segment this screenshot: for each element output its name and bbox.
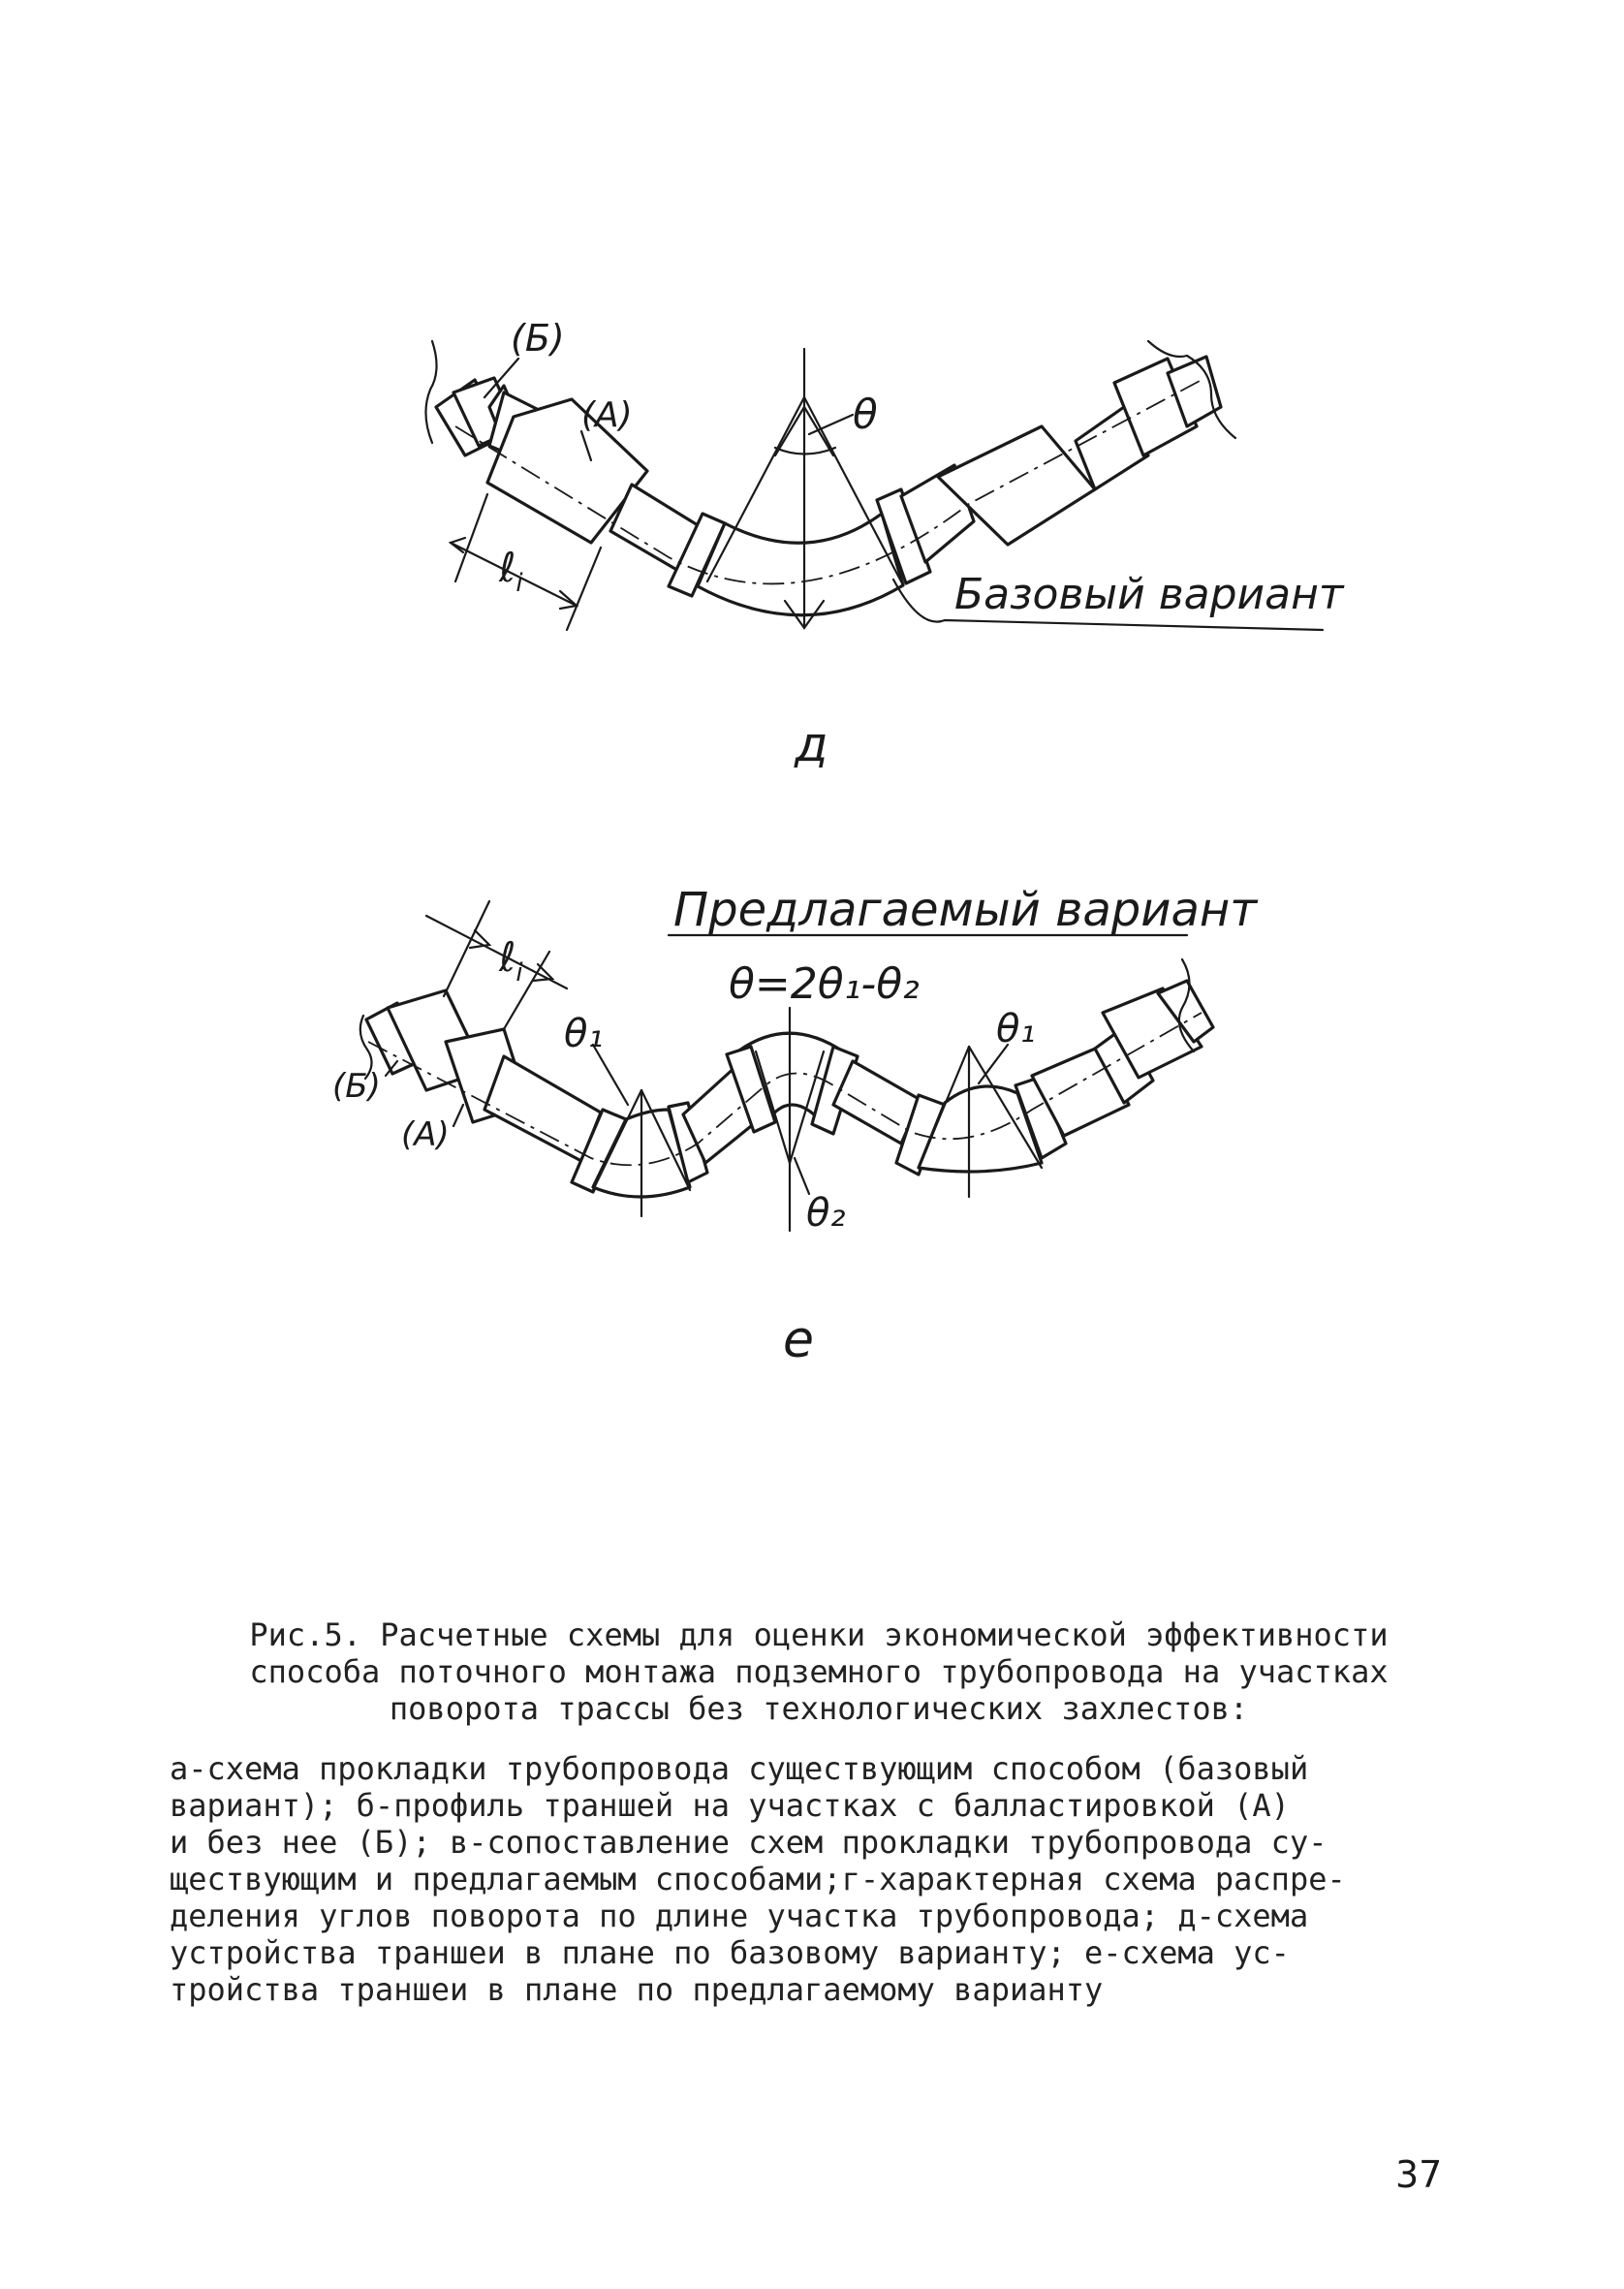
label-theta1-left-e: θ₁	[564, 1012, 604, 1056]
caption-body-line: вариант); б-профиль траншей на участках с балластировкой (А)	[170, 1787, 1290, 1824]
caption-title-line: поворота трассы без технологических захлестов:	[389, 1690, 1249, 1727]
label-a-d: (А)	[581, 395, 633, 435]
dimension-arrow-d-left	[451, 538, 465, 552]
page-number: 37	[1395, 2153, 1443, 2196]
caption-body-line: тройства траншеи в плане по предлагаемому варианту	[170, 1971, 1104, 2008]
label-li-e: ℓ$_i$	[499, 933, 523, 988]
dimension-line-d-ext1	[455, 494, 487, 581]
label-a-e: (А)	[401, 1115, 450, 1154]
panel-letter-d: д	[795, 716, 828, 772]
angle-ray-d-inner-right	[804, 407, 833, 455]
figure-caption	[170, 1616, 1468, 2008]
figure-e	[332, 883, 1259, 1369]
dimension-line-e	[426, 916, 567, 988]
label-li-d: ℓ$_i$	[499, 544, 523, 598]
label-theta2-e: θ₂	[806, 1191, 846, 1236]
dimension-line-d-ext2	[567, 548, 601, 630]
label-theta1-right-e: θ₁	[996, 1007, 1036, 1051]
caption-body-line: деления углов поворота по длине участка трубопровода; д-схема	[170, 1897, 1309, 1934]
break-line-left-d	[425, 341, 436, 443]
variant-label-d: Базовый вариант	[954, 570, 1344, 619]
pipe-segment-e-2	[484, 1056, 601, 1161]
figure-d	[425, 317, 1344, 772]
leader-a-e	[453, 1105, 463, 1126]
label-b-d: (Б)	[511, 317, 565, 360]
caption-body-line: и без нее (Б); в-сопоставление схем прокладки трубопровода су-	[170, 1824, 1327, 1861]
variant-label-e: Предлагаемый вариант	[673, 883, 1258, 937]
caption-body-line: устройства траншеи в плане по базовому варианту; е-схема ус-	[170, 1934, 1290, 1971]
caption-body-line: а-схема прокладки трубопровода существующим способом (базовый	[170, 1750, 1309, 1787]
caption-title	[170, 1616, 1468, 1727]
caption-body	[170, 1750, 1468, 2008]
caption-body-line: ществующим и предлагаемым способами;г-характерная схема распре-	[170, 1861, 1346, 1897]
caption-title-line: Рис.5. Расчетные схемы для оценки экономической эффективности	[249, 1616, 1389, 1653]
angle-ray-d-inner-left	[775, 407, 804, 455]
formula-e: θ=2θ₁-θ₂	[729, 959, 920, 1009]
dimension-line-e-ext1	[444, 901, 489, 996]
label-b-e: (Б)	[332, 1067, 381, 1106]
panel-letter-e: е	[783, 1311, 814, 1369]
label-theta-d: θ	[853, 391, 878, 438]
caption-title-line: способа поточного монтажа подземного трубопровода на участках	[249, 1653, 1389, 1690]
theta2-pointer	[795, 1158, 809, 1194]
